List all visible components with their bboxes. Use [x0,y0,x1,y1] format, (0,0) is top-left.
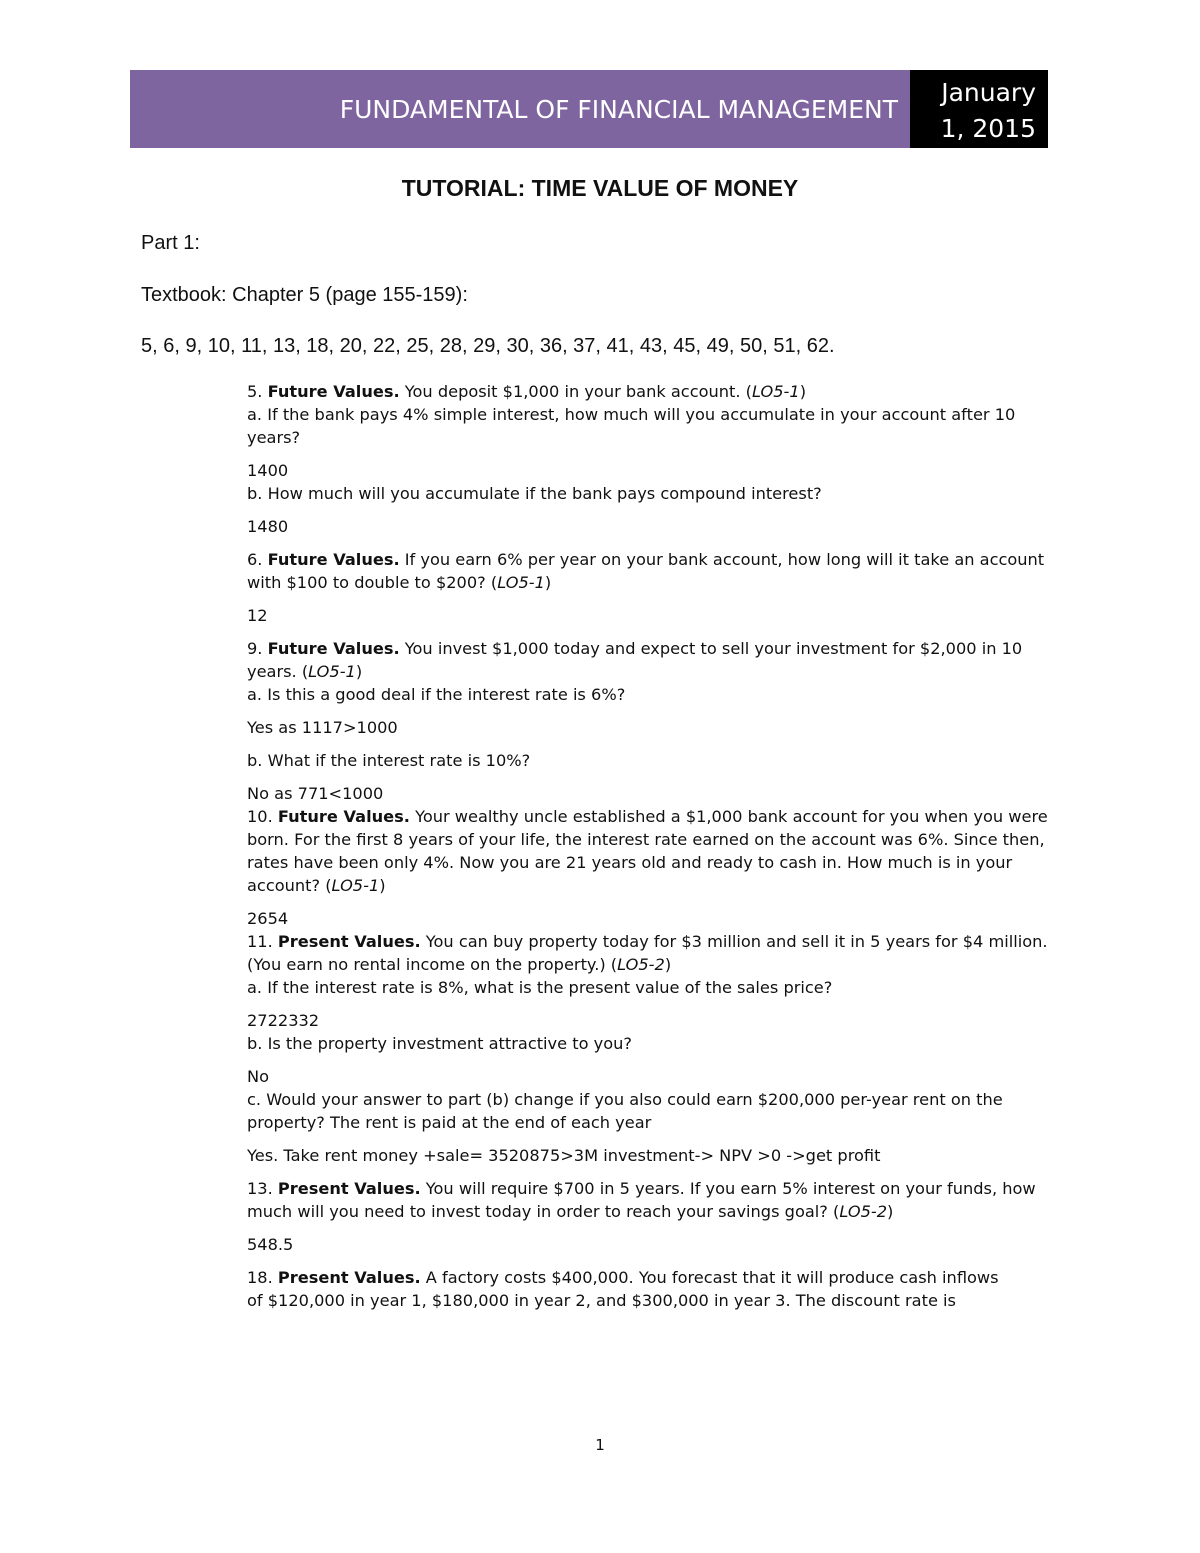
question-heading: Future Values. [267,550,400,569]
answer-11c: Yes. Take rent money +sale= 3520875>3M investment-> NPV >0 ->get profit [247,1146,881,1165]
question-number: 11. [247,932,278,951]
question-18-line2: of $120,000 in year 1, $180,000 in year 2, and $300,000 in year 3. The discount rate is [247,1291,956,1310]
header-date-line1: January [941,78,1036,107]
question-text: A factory costs $400,000. You forecast that it will produce cash inflows [420,1268,999,1287]
header-date [910,70,1048,148]
question-text: You will require $700 in 5 years. If you earn 5% interest on your funds, how [420,1179,1036,1198]
question-heading: Present Values. [277,1179,421,1198]
question-number: 13. [247,1179,278,1198]
question-number: 5. [247,382,268,401]
question-9b: b. What if the interest rate is 10%? [247,751,531,770]
paren-close: ) [887,1202,894,1221]
answer-11b: No [247,1067,270,1086]
learning-objective: LO5-1 [308,662,356,681]
answer-9b: No as 771<1000 [247,784,384,803]
question-text: You invest $1,000 today and expect to sell your investment for $2,000 in 10 years. ( [247,639,1023,681]
question-9a: a. Is this a good deal if the interest rate is 6%? [247,685,626,704]
answer-6: 12 [247,606,268,625]
answer-9a: Yes as 1117>1000 [247,718,398,737]
learning-objective: LO5-1 [497,573,545,592]
question-text: If you earn 6% per year on your bank account, how long will it take an account with $100 to double to $200? ( [247,550,1045,592]
question-13 [247,1177,1062,1200]
paren-close: ) [355,662,363,681]
answer-11a: 2722332 [247,1011,320,1030]
question-text: You can buy property today for $3 million and sell it in 5 years for $4 million. [420,932,1048,951]
question-text: Your wealthy uncle established a $1,000 bank account for you when you were born. For the first 8 years of your life, the interest rate earned on the account was 6%. Since then, rates have been only 4%. Now you are 21 years old and ready to cash in. How much is in your account? ( [247,807,1048,895]
question-11b: b. Is the property investment attractive to you? [247,1034,632,1053]
question-heading: Present Values. [277,932,421,951]
question-heading: Future Values. [267,382,400,401]
header-band [130,70,1048,148]
document-title: TUTORIAL: TIME VALUE OF MONEY [401,175,799,201]
part-label: Part 1: [141,232,200,254]
paren-close: ) [379,876,386,895]
textbook-reference: Textbook: Chapter 5 (page 155-159): [141,284,468,306]
answer-5a: 1400 [247,461,289,480]
learning-objective: LO5-2 [839,1202,888,1221]
problem-list: 5, 6, 9, 10, 11, 13, 18, 20, 22, 25, 28, 29, 30, 36, 37, 41, 43, 45, 49, 50, 51, 62. [141,335,835,357]
question-18 [247,1266,1062,1289]
question-11a: a. If the interest rate is 8%, what is the present value of the sales price? [247,978,833,997]
question-number: 10. [247,807,278,826]
question-11c: c. Would your answer to part (b) change if you also could earn $200,000 per-year rent on the property? The rent is paid at the end of each year [247,1090,1003,1132]
answer-5b: 1480 [247,517,289,536]
question-11 [247,930,1062,953]
question-text: You deposit $1,000 in your bank account. ( [399,382,752,401]
page-number: 1 [595,1436,605,1454]
question-9 [247,637,1062,683]
question-text: much will you need to invest today in order to reach your savings goal? ( [247,1202,840,1221]
learning-objective: LO5-1 [331,876,380,895]
question-heading: Future Values. [277,807,410,826]
question-13-line2 [247,1200,1062,1223]
question-heading: Present Values. [277,1268,421,1287]
question-number: 18. [247,1268,278,1287]
header-title: FUNDAMENTAL OF FINANCIAL MANAGEMENT [130,70,910,148]
question-number: 9. [247,639,268,658]
question-5a: a. If the bank pays 4% simple interest, how much will you accumulate in your account after 10 years? [247,405,1016,447]
paren-close: ) [544,573,552,592]
question-6 [247,548,1062,594]
learning-objective: LO5-2 [617,955,665,974]
learning-objective: LO5-1 [751,382,800,401]
paren-close: ) [664,955,672,974]
question-heading: Future Values. [267,639,400,658]
paren-close: ) [799,382,807,401]
answer-13: 548.5 [247,1235,294,1254]
header-date-line2: 1, 2015 [940,114,1036,143]
answer-10: 2654 [247,909,289,928]
question-10 [247,805,1062,897]
question-list [247,380,1062,1312]
question-number: 6. [247,550,268,569]
question-5b: b. How much will you accumulate if the bank pays compound interest? [247,484,822,503]
question-text: (You earn no rental income on the property.) ( [247,955,618,974]
question-11-line2 [247,953,1062,976]
question-5 [247,380,1062,403]
